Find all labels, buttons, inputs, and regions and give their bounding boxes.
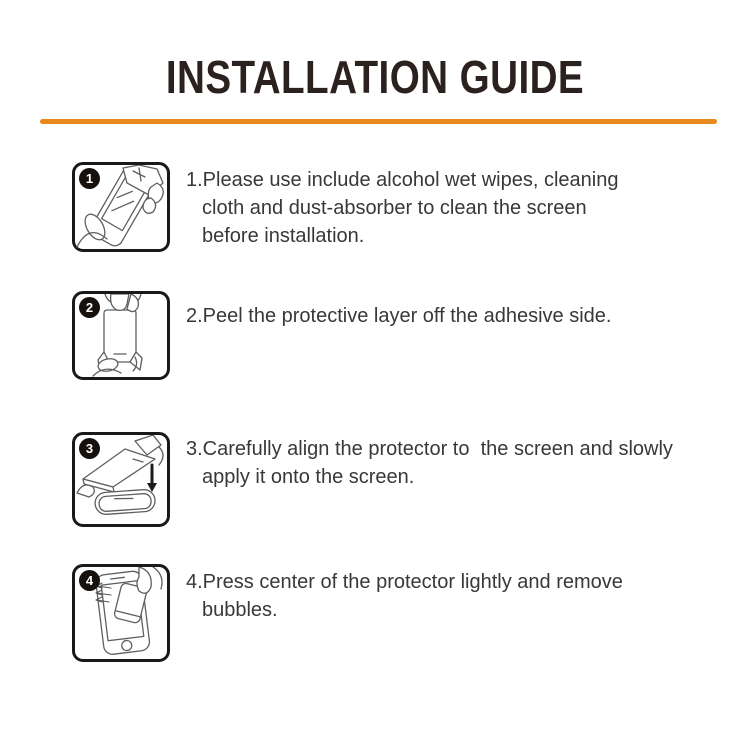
step-1-number-badge: 1 bbox=[79, 168, 100, 189]
step-3-number-badge: 3 bbox=[79, 438, 100, 459]
step-4-illustration-box bbox=[72, 564, 170, 662]
page-title: INSTALLATION GUIDE bbox=[165, 51, 585, 103]
step-text-line: bubbles. bbox=[202, 599, 278, 621]
step-text-line: 4.Press center of the protector lightly and remove bbox=[186, 571, 623, 593]
step-text-line: before installation. bbox=[202, 225, 365, 247]
step-3-illustration-box bbox=[72, 432, 170, 527]
step-2-text bbox=[186, 302, 726, 330]
step-1-illustration-box bbox=[72, 162, 170, 252]
step-text-line: cloth and dust-absorber to clean the screen bbox=[202, 197, 587, 219]
step-text-line: 3.Carefully align the protector to the screen and slowly bbox=[186, 438, 673, 460]
step-text-line: apply it onto the screen. bbox=[202, 466, 415, 488]
step-2-illustration-box bbox=[72, 291, 170, 380]
step-text-line: 2.Peel the protective layer off the adhesive side. bbox=[186, 305, 612, 327]
step-text-line: 1.Please use include alcohol wet wipes, cleaning bbox=[186, 169, 619, 191]
step-4-text bbox=[186, 568, 726, 624]
step-2-number-badge: 2 bbox=[79, 297, 100, 318]
title-divider bbox=[40, 119, 717, 124]
step-4-number-badge: 4 bbox=[79, 570, 100, 591]
step-1-text bbox=[186, 166, 726, 250]
step-3-text bbox=[186, 435, 726, 491]
